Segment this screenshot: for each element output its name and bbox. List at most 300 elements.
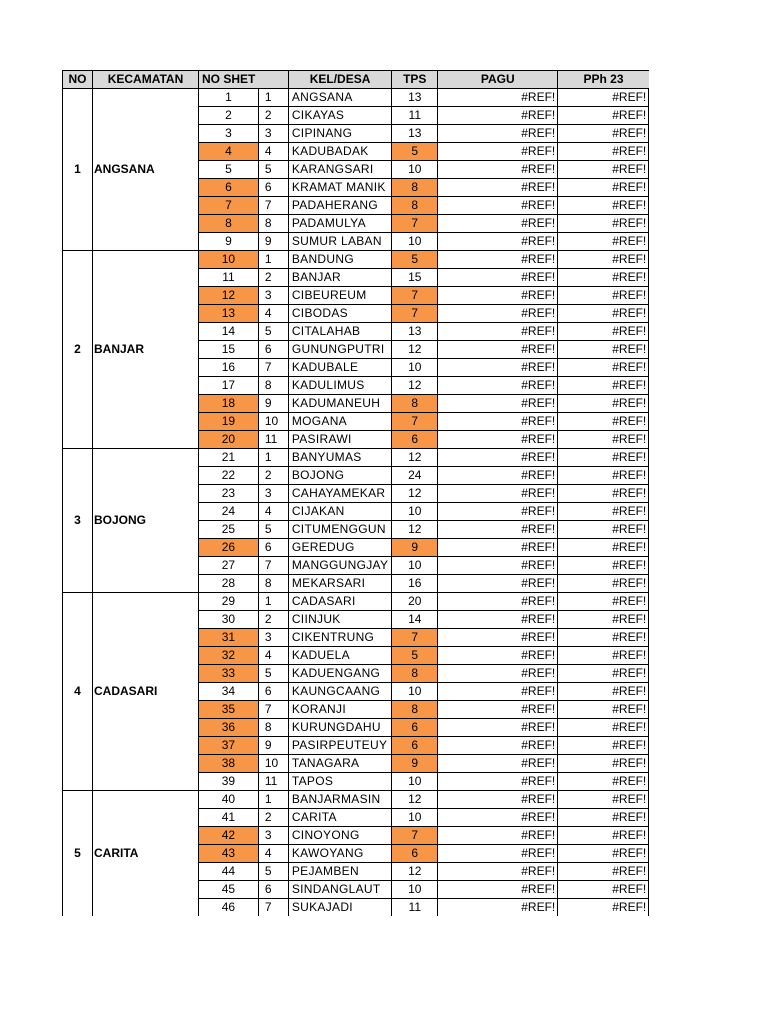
tps-cell[interactable]: 10: [392, 881, 438, 899]
tps-cell[interactable]: 9: [392, 755, 438, 773]
tps-cell[interactable]: 10: [392, 503, 438, 521]
sheet-number-cell[interactable]: 9: [199, 233, 259, 251]
tps-cell[interactable]: 16: [392, 575, 438, 593]
sub-number-cell[interactable]: 8: [258, 215, 288, 233]
sub-number-cell[interactable]: 7: [258, 899, 288, 917]
tps-cell[interactable]: 15: [392, 269, 438, 287]
sheet-number-cell[interactable]: 21: [199, 449, 259, 467]
pagu-cell[interactable]: #REF!: [438, 449, 558, 467]
kel-desa-cell[interactable]: MANGGUNGJAY: [288, 557, 391, 575]
pagu-cell[interactable]: #REF!: [438, 233, 558, 251]
sub-number-cell[interactable]: 8: [258, 575, 288, 593]
pph23-cell[interactable]: #REF!: [558, 305, 649, 323]
sub-number-cell[interactable]: 5: [258, 323, 288, 341]
kel-desa-cell[interactable]: PASIRPEUTEUY: [288, 737, 391, 755]
kel-desa-cell[interactable]: KURUNGDAHU: [288, 719, 391, 737]
sub-number-cell[interactable]: 2: [258, 269, 288, 287]
pph23-cell[interactable]: #REF!: [558, 143, 649, 161]
sheet-number-cell[interactable]: 39: [199, 773, 259, 791]
kecamatan-name[interactable]: CADASARI: [93, 593, 199, 791]
sheet-number-cell[interactable]: 31: [199, 629, 259, 647]
pph23-cell[interactable]: #REF!: [558, 323, 649, 341]
sub-number-cell[interactable]: 6: [258, 539, 288, 557]
tps-cell[interactable]: 10: [392, 773, 438, 791]
tps-cell[interactable]: 12: [392, 449, 438, 467]
header-row: [63, 71, 649, 89]
pph23-cell[interactable]: #REF!: [558, 377, 649, 395]
tps-cell[interactable]: 20: [392, 593, 438, 611]
pagu-cell[interactable]: #REF!: [438, 845, 558, 863]
sub-number-cell[interactable]: 4: [258, 305, 288, 323]
sheet-number-cell[interactable]: 3: [199, 125, 259, 143]
kel-desa-cell[interactable]: CIJAKAN: [288, 503, 391, 521]
pph23-cell[interactable]: #REF!: [558, 827, 649, 845]
tps-cell[interactable]: 7: [392, 305, 438, 323]
sub-number-cell[interactable]: 8: [258, 377, 288, 395]
pph23-cell[interactable]: #REF!: [558, 737, 649, 755]
group-number[interactable]: 4: [63, 593, 93, 791]
sub-number-cell[interactable]: 5: [258, 161, 288, 179]
kel-desa-cell[interactable]: PADAHERANG: [288, 197, 391, 215]
header-sub-no[interactable]: [258, 71, 288, 89]
sheet-number-cell[interactable]: 13: [199, 305, 259, 323]
sub-number-cell[interactable]: 7: [258, 557, 288, 575]
sub-number-cell[interactable]: 4: [258, 503, 288, 521]
tps-cell[interactable]: 12: [392, 863, 438, 881]
header-no[interactable]: NO: [63, 71, 93, 89]
pph23-cell[interactable]: #REF!: [558, 179, 649, 197]
sheet-number-cell[interactable]: 33: [199, 665, 259, 683]
pph23-cell[interactable]: #REF!: [558, 611, 649, 629]
pph23-cell[interactable]: #REF!: [558, 107, 649, 125]
pph23-cell[interactable]: #REF!: [558, 233, 649, 251]
pph23-cell[interactable]: #REF!: [558, 881, 649, 899]
pagu-cell[interactable]: #REF!: [438, 359, 558, 377]
kel-desa-cell[interactable]: KADULIMUS: [288, 377, 391, 395]
table-row: [63, 791, 649, 809]
sub-number-cell[interactable]: 10: [258, 413, 288, 431]
tps-cell[interactable]: 13: [392, 89, 438, 107]
pagu-cell[interactable]: #REF!: [438, 755, 558, 773]
kel-desa-cell[interactable]: KAUNGCAANG: [288, 683, 391, 701]
sub-number-cell[interactable]: 5: [258, 521, 288, 539]
sub-number-cell[interactable]: 5: [258, 863, 288, 881]
sub-number-cell[interactable]: 7: [258, 701, 288, 719]
pagu-cell[interactable]: #REF!: [438, 719, 558, 737]
tps-cell[interactable]: 5: [392, 251, 438, 269]
pph23-cell[interactable]: #REF!: [558, 89, 649, 107]
tps-cell[interactable]: 24: [392, 467, 438, 485]
kel-desa-cell[interactable]: GUNUNGPUTRI: [288, 341, 391, 359]
pph23-cell[interactable]: #REF!: [558, 467, 649, 485]
pph23-cell[interactable]: #REF!: [558, 665, 649, 683]
kel-desa-cell[interactable]: CIPINANG: [288, 125, 391, 143]
pagu-cell[interactable]: #REF!: [438, 161, 558, 179]
sheet-number-cell[interactable]: 20: [199, 431, 259, 449]
sheet-number-cell[interactable]: 17: [199, 377, 259, 395]
kel-desa-cell[interactable]: SINDANGLAUT: [288, 881, 391, 899]
pph23-cell[interactable]: #REF!: [558, 575, 649, 593]
tps-cell[interactable]: 9: [392, 539, 438, 557]
group-number[interactable]: 2: [63, 251, 93, 449]
pph23-cell[interactable]: #REF!: [558, 521, 649, 539]
sheet-number-cell[interactable]: 6: [199, 179, 259, 197]
sheet-number-cell[interactable]: 35: [199, 701, 259, 719]
sub-number-cell[interactable]: 9: [258, 395, 288, 413]
kel-desa-cell[interactable]: CADASARI: [288, 593, 391, 611]
pph23-cell[interactable]: #REF!: [558, 287, 649, 305]
pagu-cell[interactable]: #REF!: [438, 89, 558, 107]
sheet-number-cell[interactable]: 5: [199, 161, 259, 179]
sheet-number-cell[interactable]: 25: [199, 521, 259, 539]
pph23-cell[interactable]: #REF!: [558, 413, 649, 431]
kel-desa-cell[interactable]: CITUMENGGUN: [288, 521, 391, 539]
kel-desa-cell[interactable]: PASIRAWI: [288, 431, 391, 449]
kel-desa-cell[interactable]: KADUELA: [288, 647, 391, 665]
tps-cell[interactable]: 11: [392, 899, 438, 917]
sub-number-cell[interactable]: 9: [258, 737, 288, 755]
sheet-number-cell[interactable]: 43: [199, 845, 259, 863]
pagu-cell[interactable]: #REF!: [438, 611, 558, 629]
kel-desa-cell[interactable]: CITALAHAB: [288, 323, 391, 341]
sheet-number-cell[interactable]: 26: [199, 539, 259, 557]
tps-cell[interactable]: 10: [392, 233, 438, 251]
sheet-number-cell[interactable]: 40: [199, 791, 259, 809]
pagu-cell[interactable]: #REF!: [438, 467, 558, 485]
kel-desa-cell[interactable]: CINOYONG: [288, 827, 391, 845]
pph23-cell[interactable]: #REF!: [558, 125, 649, 143]
kel-desa-cell[interactable]: GEREDUG: [288, 539, 391, 557]
pagu-cell[interactable]: #REF!: [438, 395, 558, 413]
pagu-cell[interactable]: #REF!: [438, 827, 558, 845]
pagu-cell[interactable]: #REF!: [438, 575, 558, 593]
pagu-cell[interactable]: #REF!: [438, 863, 558, 881]
kel-desa-cell[interactable]: TAPOS: [288, 773, 391, 791]
sheet-number-cell[interactable]: 15: [199, 341, 259, 359]
kel-desa-cell[interactable]: CIKAYAS: [288, 107, 391, 125]
sheet-number-cell[interactable]: 12: [199, 287, 259, 305]
tps-cell[interactable]: 13: [392, 125, 438, 143]
sub-number-cell[interactable]: 3: [258, 125, 288, 143]
sheet-number-cell[interactable]: 14: [199, 323, 259, 341]
sheet-number-cell[interactable]: 24: [199, 503, 259, 521]
tps-cell[interactable]: 12: [392, 341, 438, 359]
tps-cell[interactable]: 8: [392, 395, 438, 413]
tps-cell[interactable]: 13: [392, 323, 438, 341]
group-number[interactable]: 5: [63, 791, 93, 917]
sheet-number-cell[interactable]: 32: [199, 647, 259, 665]
village-table: [62, 70, 649, 916]
pagu-cell[interactable]: #REF!: [438, 413, 558, 431]
kel-desa-cell[interactable]: KADUBADAK: [288, 143, 391, 161]
pagu-cell[interactable]: #REF!: [438, 305, 558, 323]
sheet-number-cell[interactable]: 27: [199, 557, 259, 575]
pph23-cell[interactable]: #REF!: [558, 431, 649, 449]
kel-desa-cell[interactable]: BANJAR: [288, 269, 391, 287]
pagu-cell[interactable]: #REF!: [438, 377, 558, 395]
pph23-cell[interactable]: #REF!: [558, 359, 649, 377]
tps-cell[interactable]: 8: [392, 701, 438, 719]
group-number[interactable]: 3: [63, 449, 93, 593]
pph23-cell[interactable]: #REF!: [558, 485, 649, 503]
kel-desa-cell[interactable]: SUKAJADI: [288, 899, 391, 917]
sub-number-cell[interactable]: 5: [258, 665, 288, 683]
sheet-number-cell[interactable]: 44: [199, 863, 259, 881]
pph23-cell[interactable]: #REF!: [558, 161, 649, 179]
pagu-cell[interactable]: #REF!: [438, 485, 558, 503]
pagu-cell[interactable]: #REF!: [438, 269, 558, 287]
sub-number-cell[interactable]: 2: [258, 809, 288, 827]
sub-number-cell[interactable]: 7: [258, 197, 288, 215]
sheet-number-cell[interactable]: 4: [199, 143, 259, 161]
sub-number-cell[interactable]: 6: [258, 179, 288, 197]
pagu-cell[interactable]: #REF!: [438, 683, 558, 701]
kel-desa-cell[interactable]: KADUENGANG: [288, 665, 391, 683]
sheet-number-cell[interactable]: 2: [199, 107, 259, 125]
pagu-cell[interactable]: #REF!: [438, 557, 558, 575]
kel-desa-cell[interactable]: KADUBALE: [288, 359, 391, 377]
pagu-cell[interactable]: #REF!: [438, 503, 558, 521]
sub-number-cell[interactable]: 4: [258, 647, 288, 665]
kel-desa-cell[interactable]: BOJONG: [288, 467, 391, 485]
kel-desa-cell[interactable]: BANDUNG: [288, 251, 391, 269]
sheet-number-cell[interactable]: 22: [199, 467, 259, 485]
sub-number-cell[interactable]: 1: [258, 593, 288, 611]
kel-desa-cell[interactable]: MOGANA: [288, 413, 391, 431]
sheet-number-cell[interactable]: 16: [199, 359, 259, 377]
sub-number-cell[interactable]: 1: [258, 251, 288, 269]
sub-number-cell[interactable]: 6: [258, 341, 288, 359]
pagu-cell[interactable]: #REF!: [438, 197, 558, 215]
pph23-cell[interactable]: #REF!: [558, 683, 649, 701]
kel-desa-cell[interactable]: CARITA: [288, 809, 391, 827]
pph23-cell[interactable]: #REF!: [558, 269, 649, 287]
pagu-cell[interactable]: #REF!: [438, 125, 558, 143]
sheet-number-cell[interactable]: 11: [199, 269, 259, 287]
kel-desa-cell[interactable]: KAWOYANG: [288, 845, 391, 863]
sheet-number-cell[interactable]: 45: [199, 881, 259, 899]
kel-desa-cell[interactable]: CIKENTRUNG: [288, 629, 391, 647]
kel-desa-cell[interactable]: PADAMULYA: [288, 215, 391, 233]
pagu-cell[interactable]: #REF!: [438, 665, 558, 683]
pagu-cell[interactable]: #REF!: [438, 179, 558, 197]
kel-desa-cell[interactable]: PEJAMBEN: [288, 863, 391, 881]
sub-number-cell[interactable]: 1: [258, 791, 288, 809]
kecamatan-name[interactable]: BOJONG: [93, 449, 199, 593]
tps-cell[interactable]: 10: [392, 809, 438, 827]
kel-desa-cell[interactable]: TANAGARA: [288, 755, 391, 773]
sheet-number-cell[interactable]: 19: [199, 413, 259, 431]
sheet-number-cell[interactable]: 38: [199, 755, 259, 773]
sub-number-cell[interactable]: 2: [258, 611, 288, 629]
tps-cell[interactable]: 6: [392, 737, 438, 755]
pph23-cell[interactable]: #REF!: [558, 557, 649, 575]
sub-number-cell[interactable]: 8: [258, 719, 288, 737]
pagu-cell[interactable]: #REF!: [438, 647, 558, 665]
pagu-cell[interactable]: #REF!: [438, 251, 558, 269]
pph23-cell[interactable]: #REF!: [558, 701, 649, 719]
pagu-cell[interactable]: #REF!: [438, 791, 558, 809]
header-pagu[interactable]: PAGU: [438, 71, 558, 89]
pph23-cell[interactable]: #REF!: [558, 845, 649, 863]
sheet-number-cell[interactable]: 23: [199, 485, 259, 503]
pagu-cell[interactable]: #REF!: [438, 323, 558, 341]
tps-cell[interactable]: 5: [392, 143, 438, 161]
kel-desa-cell[interactable]: MEKARSARI: [288, 575, 391, 593]
tps-cell[interactable]: 10: [392, 359, 438, 377]
pph23-cell[interactable]: #REF!: [558, 251, 649, 269]
tps-cell[interactable]: 7: [392, 287, 438, 305]
pph23-cell[interactable]: #REF!: [558, 719, 649, 737]
tps-cell[interactable]: 12: [392, 791, 438, 809]
sheet-number-cell[interactable]: 37: [199, 737, 259, 755]
kel-desa-cell[interactable]: BANJARMASIN: [288, 791, 391, 809]
tps-cell[interactable]: 6: [392, 431, 438, 449]
pagu-cell[interactable]: #REF!: [438, 629, 558, 647]
kecamatan-name[interactable]: CARITA: [93, 791, 199, 917]
sub-number-cell[interactable]: 11: [258, 431, 288, 449]
pph23-cell[interactable]: #REF!: [558, 503, 649, 521]
tps-cell[interactable]: 8: [392, 197, 438, 215]
pagu-cell[interactable]: #REF!: [438, 773, 558, 791]
pph23-cell[interactable]: #REF!: [558, 539, 649, 557]
table-row: [63, 593, 649, 611]
pph23-cell[interactable]: #REF!: [558, 341, 649, 359]
sheet-number-cell[interactable]: 29: [199, 593, 259, 611]
tps-cell[interactable]: 8: [392, 179, 438, 197]
tps-cell[interactable]: 10: [392, 683, 438, 701]
kel-desa-cell[interactable]: KORANJI: [288, 701, 391, 719]
tps-cell[interactable]: 6: [392, 845, 438, 863]
sub-number-cell[interactable]: 1: [258, 449, 288, 467]
sub-number-cell[interactable]: 2: [258, 467, 288, 485]
pagu-cell[interactable]: #REF!: [438, 215, 558, 233]
tps-cell[interactable]: 10: [392, 161, 438, 179]
sub-number-cell[interactable]: 2: [258, 107, 288, 125]
tps-cell[interactable]: 7: [392, 827, 438, 845]
tps-cell[interactable]: 12: [392, 521, 438, 539]
kel-desa-cell[interactable]: BANYUMAS: [288, 449, 391, 467]
kel-desa-cell[interactable]: KADUMANEUH: [288, 395, 391, 413]
pph23-cell[interactable]: #REF!: [558, 755, 649, 773]
pph23-cell[interactable]: #REF!: [558, 593, 649, 611]
sub-number-cell[interactable]: 9: [258, 233, 288, 251]
sheet-number-cell[interactable]: 10: [199, 251, 259, 269]
tps-cell[interactable]: 12: [392, 377, 438, 395]
kel-desa-cell[interactable]: CIBODAS: [288, 305, 391, 323]
sub-number-cell[interactable]: 10: [258, 755, 288, 773]
tps-cell[interactable]: 7: [392, 413, 438, 431]
tps-cell[interactable]: 10: [392, 557, 438, 575]
spreadsheet: [62, 70, 649, 916]
pph23-cell[interactable]: #REF!: [558, 773, 649, 791]
sheet-number-cell[interactable]: 34: [199, 683, 259, 701]
kel-desa-cell[interactable]: SUMUR LABAN: [288, 233, 391, 251]
sub-number-cell[interactable]: 6: [258, 683, 288, 701]
kecamatan-name[interactable]: BANJAR: [93, 251, 199, 449]
sub-number-cell[interactable]: 11: [258, 773, 288, 791]
header-kecamatan[interactable]: KECAMATAN: [93, 71, 199, 89]
pph23-cell[interactable]: #REF!: [558, 449, 649, 467]
sheet-number-cell[interactable]: 42: [199, 827, 259, 845]
sub-number-cell[interactable]: 3: [258, 485, 288, 503]
sub-number-cell[interactable]: 6: [258, 881, 288, 899]
sheet-number-cell[interactable]: 8: [199, 215, 259, 233]
header-pph23[interactable]: PPh 23: [558, 71, 649, 89]
pagu-cell[interactable]: #REF!: [438, 341, 558, 359]
pph23-cell[interactable]: #REF!: [558, 899, 649, 917]
pagu-cell[interactable]: #REF!: [438, 287, 558, 305]
pagu-cell[interactable]: #REF!: [438, 107, 558, 125]
header-tps[interactable]: TPS: [392, 71, 438, 89]
kel-desa-cell[interactable]: CAHAYAMEKAR: [288, 485, 391, 503]
sheet-number-cell[interactable]: 28: [199, 575, 259, 593]
sub-number-cell[interactable]: 3: [258, 629, 288, 647]
sub-number-cell[interactable]: 7: [258, 359, 288, 377]
tps-cell[interactable]: 11: [392, 107, 438, 125]
pagu-cell[interactable]: #REF!: [438, 143, 558, 161]
pph23-cell[interactable]: #REF!: [558, 629, 649, 647]
pagu-cell[interactable]: #REF!: [438, 593, 558, 611]
pph23-cell[interactable]: #REF!: [558, 197, 649, 215]
sheet-number-cell[interactable]: 36: [199, 719, 259, 737]
pagu-cell[interactable]: #REF!: [438, 737, 558, 755]
pagu-cell[interactable]: #REF!: [438, 431, 558, 449]
sub-number-cell[interactable]: 4: [258, 845, 288, 863]
tps-cell[interactable]: 14: [392, 611, 438, 629]
sheet-number-cell[interactable]: 41: [199, 809, 259, 827]
kecamatan-name[interactable]: ANGSANA: [93, 89, 199, 251]
tps-cell[interactable]: 6: [392, 719, 438, 737]
sheet-number-cell[interactable]: 30: [199, 611, 259, 629]
sub-number-cell[interactable]: 3: [258, 287, 288, 305]
tps-cell[interactable]: 7: [392, 629, 438, 647]
tps-cell[interactable]: 5: [392, 647, 438, 665]
header-no-shet[interactable]: NO SHET: [199, 71, 259, 89]
kel-desa-cell[interactable]: CIBEUREUM: [288, 287, 391, 305]
pagu-cell[interactable]: #REF!: [438, 809, 558, 827]
kel-desa-cell[interactable]: ANGSANA: [288, 89, 391, 107]
pagu-cell[interactable]: #REF!: [438, 881, 558, 899]
pph23-cell[interactable]: #REF!: [558, 863, 649, 881]
pagu-cell[interactable]: #REF!: [438, 521, 558, 539]
tps-cell[interactable]: 8: [392, 665, 438, 683]
header-kel-desa[interactable]: KEL/DESA: [288, 71, 391, 89]
sub-number-cell[interactable]: 4: [258, 143, 288, 161]
pph23-cell[interactable]: #REF!: [558, 215, 649, 233]
sub-number-cell[interactable]: 3: [258, 827, 288, 845]
group-number[interactable]: 1: [63, 89, 93, 251]
pph23-cell[interactable]: #REF!: [558, 791, 649, 809]
pph23-cell[interactable]: #REF!: [558, 395, 649, 413]
sheet-number-cell[interactable]: 7: [199, 197, 259, 215]
kel-desa-cell[interactable]: CIINJUK: [288, 611, 391, 629]
pagu-cell[interactable]: #REF!: [438, 899, 558, 917]
pph23-cell[interactable]: #REF!: [558, 809, 649, 827]
sheet-number-cell[interactable]: 1: [199, 89, 259, 107]
pagu-cell[interactable]: #REF!: [438, 539, 558, 557]
tps-cell[interactable]: 12: [392, 485, 438, 503]
pph23-cell[interactable]: #REF!: [558, 647, 649, 665]
tps-cell[interactable]: 7: [392, 215, 438, 233]
sheet-number-cell[interactable]: 18: [199, 395, 259, 413]
kel-desa-cell[interactable]: KARANGSARI: [288, 161, 391, 179]
sub-number-cell[interactable]: 1: [258, 89, 288, 107]
pagu-cell[interactable]: #REF!: [438, 701, 558, 719]
table-body: [63, 89, 649, 917]
sheet-number-cell[interactable]: 46: [199, 899, 259, 917]
kel-desa-cell[interactable]: KRAMAT MANIK: [288, 179, 391, 197]
